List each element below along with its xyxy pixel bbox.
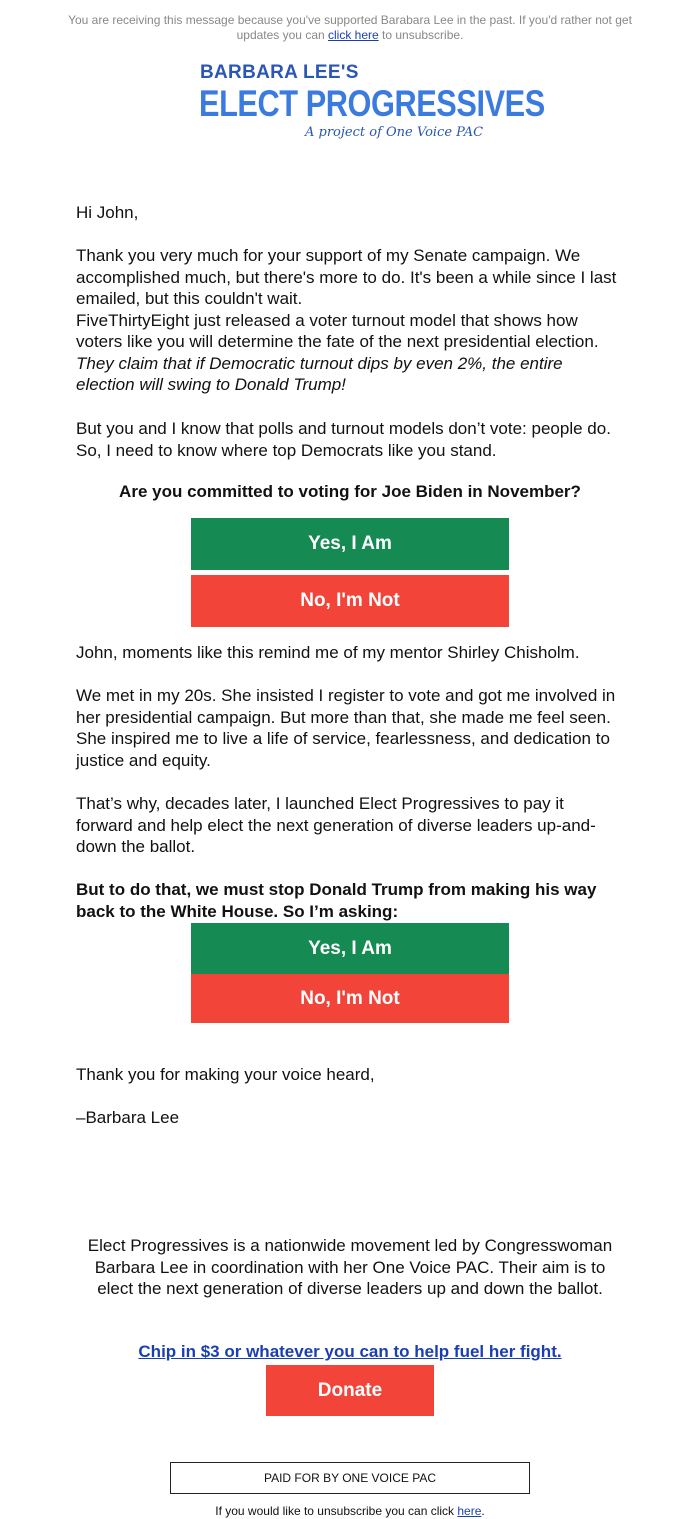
signature: –Barbara Lee bbox=[76, 1108, 180, 1127]
elect-progressives-logo bbox=[199, 62, 545, 152]
paragraph-2-text: FiveThirtyEight just released a voter turnout model that shows how voters like you will determine the fate of the next presidential election. bbox=[76, 310, 599, 351]
paid-for-text: PAID FOR BY ONE VOICE PAC bbox=[263, 1471, 437, 1485]
paragraph-7: But to do that, we must stop Donald Trump from making his way back to the White House. So I’m asking: bbox=[76, 880, 597, 921]
paragraph-3: But you and I know that polls and turnout models don’t vote: people do. So, I need to know where top Democrats like you stand. bbox=[76, 419, 611, 460]
paragraph-4-block bbox=[76, 642, 624, 664]
preheader bbox=[60, 13, 640, 43]
chip-in-link[interactable]: Chip in $3 or whatever you can to help fuel her fight. bbox=[138, 1342, 562, 1361]
intro-block bbox=[76, 245, 624, 396]
logo-line-1: BARBARA LEE'S bbox=[200, 62, 359, 83]
about-paragraph: Elect Progressives is a nationwide movement led by Congresswoman Barbara Lee in coordination with her One Voice PAC. Their aim is to elect the next generation of diverse leaders up and down the ballot. bbox=[87, 1236, 613, 1298]
no-button-1[interactable]: No, I'm Not bbox=[191, 575, 509, 627]
preheader-text: You are receiving this message because you've supported Barabara Lee in the past. If you'd rather not get updates you can bbox=[68, 13, 632, 42]
donate-button[interactable]: Donate bbox=[266, 1365, 434, 1416]
greeting bbox=[76, 202, 624, 224]
paragraph-4: John, moments like this remind me of my mentor Shirley Chisholm. bbox=[76, 643, 580, 662]
no-button-2[interactable]: No, I'm Not bbox=[191, 974, 509, 1023]
paragraph-5-block bbox=[76, 685, 624, 771]
paragraph-6: That’s why, decades later, I launched Elect Progressives to pay it forward and help elect the next generation of diverse leaders up-and-down the ballot. bbox=[76, 794, 596, 856]
paragraph-2-italic: They claim that if Democratic turnout dips by even 2%, the entire election will swing to Donald Trump! bbox=[76, 353, 563, 394]
unsubscribe-link-bottom[interactable]: here bbox=[457, 1504, 482, 1518]
yes-button-2[interactable]: Yes, I Am bbox=[191, 923, 509, 974]
yes-button-1[interactable]: Yes, I Am bbox=[191, 518, 509, 570]
paragraph-1: Thank you very much for your support of my Senate campaign. We accomplished much, but there's more to do. It's been a while since I last emailed, but this couldn't wait. bbox=[76, 246, 617, 308]
poll-question: Are you committed to voting for Joe Biden in November? bbox=[119, 482, 581, 501]
paragraph-6-block bbox=[76, 793, 624, 858]
footer-text-end: . bbox=[481, 1504, 485, 1518]
preheader-text-end: to unsubscribe. bbox=[378, 28, 464, 42]
closing-line: Thank you for making your voice heard, bbox=[76, 1065, 375, 1084]
unsubscribe-link-top[interactable]: click here bbox=[328, 28, 379, 42]
paragraph-5: We met in my 20s. She insisted I register to vote and got me involved in her presidential campaign. But more than that, she made me feel seen. She inspired me to live a life of service, fearlessness, and dedication to justice and equity. bbox=[76, 686, 616, 770]
logo-tagline: A project of One Voice PAC bbox=[305, 125, 484, 140]
footer-unsubscribe bbox=[60, 1504, 640, 1518]
greeting-text: Hi John, bbox=[76, 203, 139, 222]
footer-text: If you would like to unsubscribe you can click bbox=[215, 1504, 458, 1518]
paragraph-3-block bbox=[76, 418, 624, 461]
paragraph-2 bbox=[76, 310, 624, 396]
paragraph-7-block bbox=[76, 879, 624, 922]
logo-line-2: ELECT PROGRESSIVES bbox=[199, 83, 545, 124]
chip-in bbox=[60, 1342, 640, 1362]
paid-for-box bbox=[170, 1462, 530, 1494]
